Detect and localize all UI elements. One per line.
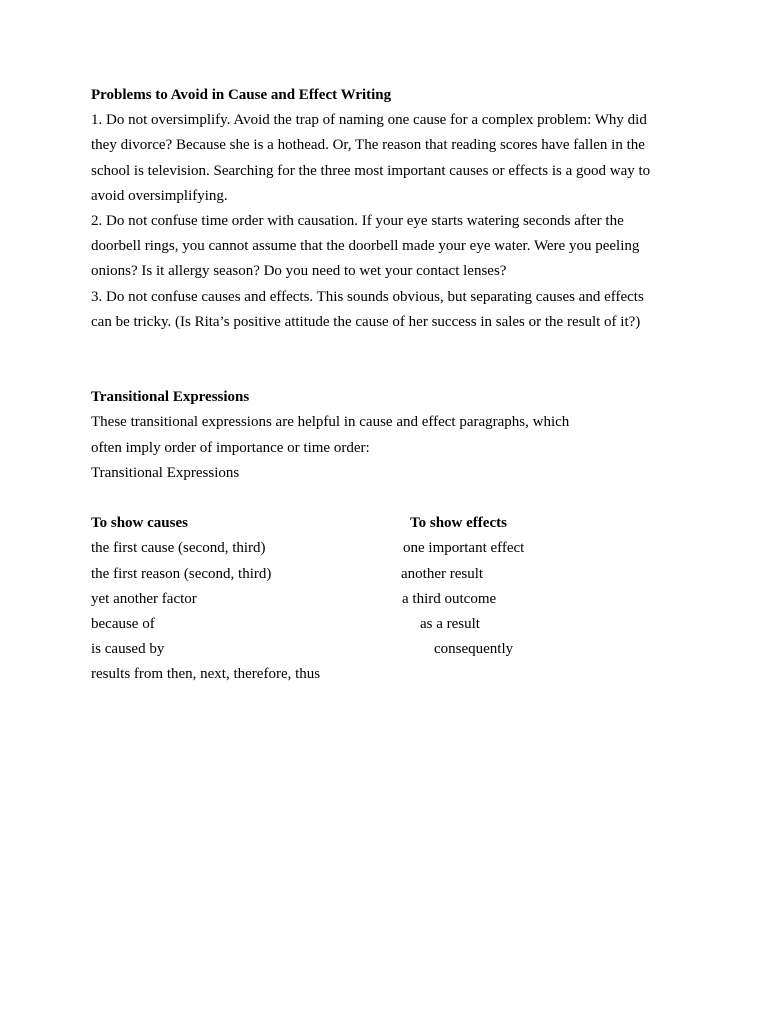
table-row	[91, 662, 691, 687]
paragraph-line: school is television. Searching for the three most important causes or effects is a good way to	[91, 162, 651, 179]
table-row	[91, 612, 691, 637]
table-row	[91, 562, 691, 587]
intro-line: Transitional Expressions	[91, 464, 240, 481]
cause-cell: the first cause (second, third)	[91, 540, 266, 557]
paragraph-line: avoid oversimplifying.	[91, 187, 228, 204]
effect-cell: as a result	[420, 615, 480, 632]
effect-cell: one important effect	[403, 540, 525, 557]
table-row	[91, 536, 691, 561]
cause-cell: yet another factor	[91, 590, 197, 607]
cause-cell: results from then, next, therefore, thus	[91, 666, 321, 683]
effect-cell: consequently	[434, 641, 514, 658]
intro-line: These transitional expressions are helpful in cause and effect paragraphs, which	[91, 414, 570, 431]
paragraph-line: doorbell rings, you cannot assume that the doorbell made your eye water. Were you peeling	[91, 238, 640, 255]
cause-cell: the first reason (second, third)	[91, 565, 272, 582]
spacer	[91, 486, 691, 511]
intro-line: often imply order of importance or time order:	[91, 439, 370, 456]
effect-cell: a third outcome	[402, 590, 497, 607]
section-heading-problems: Problems to Avoid in Cause and Effect Writing	[91, 87, 392, 103]
paragraph-line: 3. Do not confuse causes and effects. This sounds obvious, but separating causes and effects	[91, 288, 644, 305]
paragraph-line: they divorce? Because she is a hothead. Or, The reason that reading scores have fallen in the	[91, 137, 645, 154]
paragraph-line: 2. Do not confuse time order with causation. If your eye starts watering seconds after the	[91, 212, 624, 229]
cause-cell: is caused by	[91, 641, 165, 658]
table-row	[91, 637, 691, 662]
cause-cell: because of	[91, 615, 155, 632]
effect-cell: another result	[401, 565, 484, 582]
header-causes: To show causes	[91, 515, 188, 532]
paragraph-line: can be tricky. (Is Rita’s positive attitude the cause of her success in sales or the result of it?)	[91, 313, 641, 330]
table-header-row	[91, 511, 691, 536]
section-heading-transitions: Transitional Expressions	[91, 389, 250, 406]
document-page	[91, 83, 691, 688]
paragraph-line: onions? Is it allergy season? Do you need to wet your contact lenses?	[91, 263, 507, 280]
paragraph-line: 1. Do not oversimplify. Avoid the trap of naming one cause for a complex problem: Why did	[91, 112, 647, 129]
header-effects: To show effects	[410, 515, 507, 532]
spacer	[91, 335, 691, 385]
table-row	[91, 587, 691, 612]
